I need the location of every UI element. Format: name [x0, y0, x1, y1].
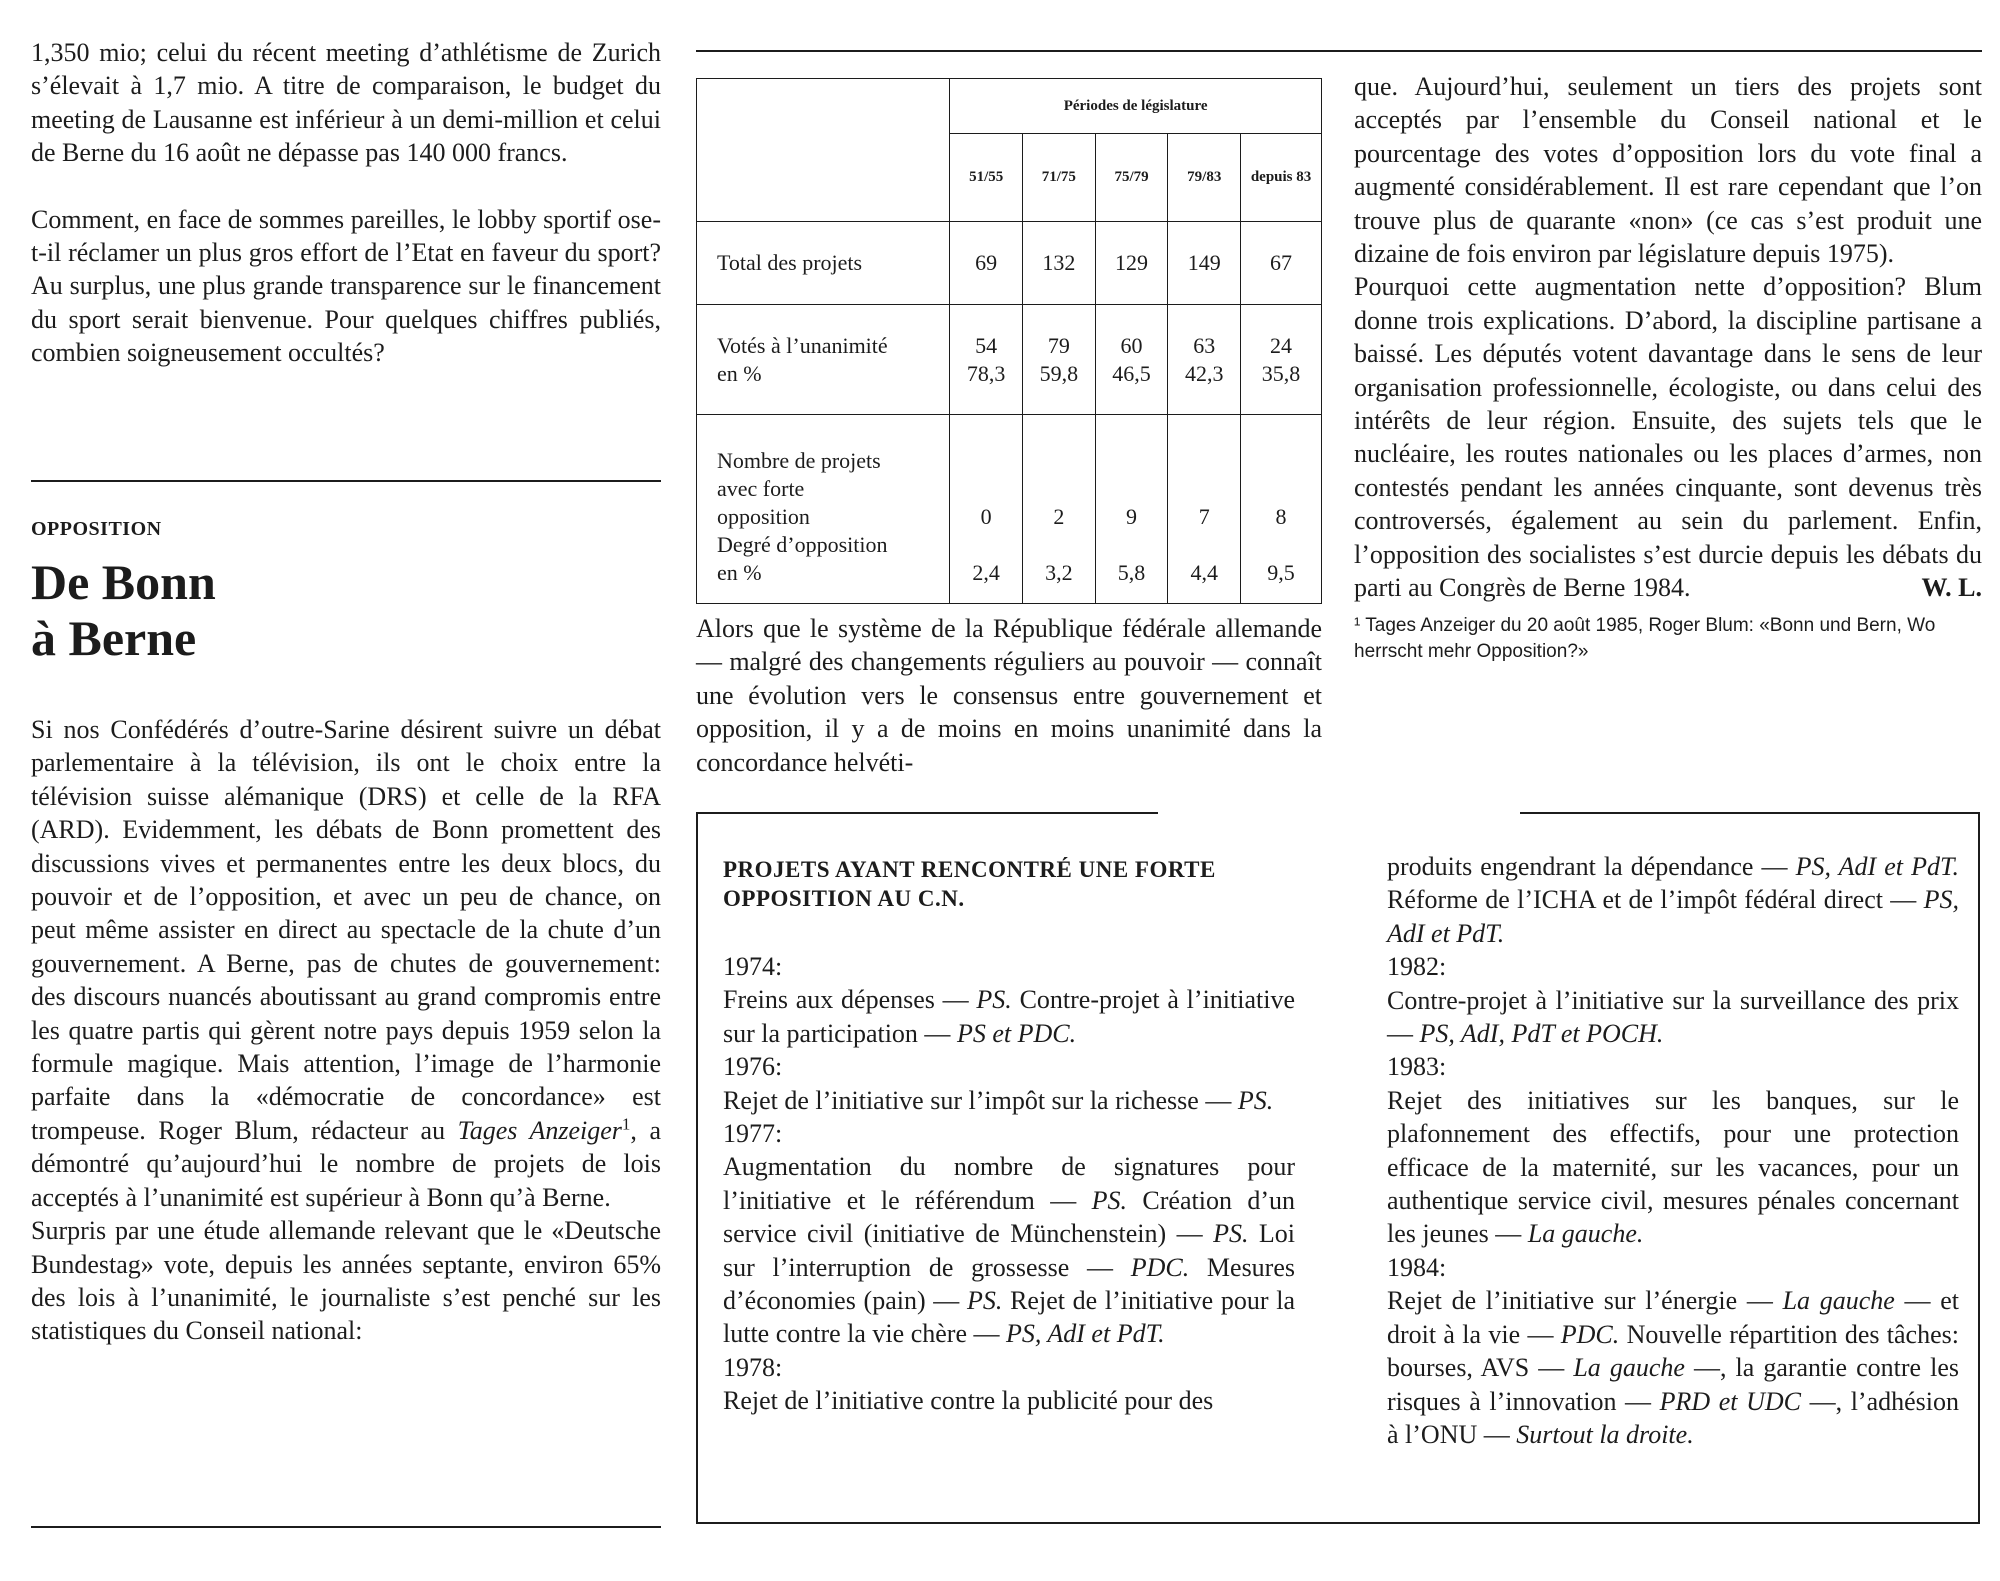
- year-1977: 1977:: [723, 1119, 783, 1149]
- party-label: Surtout la droite.: [1516, 1419, 1694, 1449]
- right-paragraph-2: [1354, 270, 1982, 604]
- right-column: [1354, 70, 1982, 665]
- footnote: ¹ Tages Anzeiger du 20 août 1985, Roger Blum: «Bonn und Bern, Wo herrscht mehr Opposition?»: [1354, 614, 1936, 662]
- box-entry-1977: [723, 1117, 1295, 1351]
- party-label: PRD et UDC: [1659, 1386, 1802, 1416]
- row-label-line: Degré d’opposition: [717, 532, 888, 557]
- year-1983: 1983:: [1387, 1052, 1447, 1082]
- cell-line: 0: [980, 504, 992, 529]
- box-entry-1978: [723, 1351, 1295, 1418]
- headline-line-1: De Bonn: [31, 554, 216, 610]
- cell-line: 35,8: [1261, 360, 1301, 386]
- row-label-line: en %: [717, 560, 762, 585]
- party-label: La gauche: [1782, 1286, 1895, 1316]
- table-cell: [1241, 305, 1322, 415]
- entry-text: Rejet de l’initiative sur l’énergie —: [1387, 1286, 1783, 1316]
- table-header-period: 71/75: [1023, 134, 1096, 222]
- row-label-line: opposition: [717, 504, 810, 529]
- entry-text: Nouvelle répartition des tâches: bourses, AVS —: [1387, 1319, 1959, 1383]
- entry-text: Rejet des initiatives sur les banques, sur le plafonnement des effectifs, pour une protection efficace de la maternité, sur les vacances, pour un authentique service civil, mesures pénales concernant les jeunes —: [1387, 1085, 1959, 1249]
- box-entry-1976: [723, 1050, 1295, 1117]
- cell-line: 42,3: [1185, 360, 1224, 386]
- box-entry-1983: [1387, 1050, 1959, 1250]
- article-paragraph-1: [31, 713, 661, 1214]
- year-1976: 1976:: [723, 1052, 783, 1082]
- row-label-line: Nombre de projets: [717, 448, 881, 473]
- legislature-table: [696, 78, 1322, 604]
- box-entry-1978-cont: [1387, 850, 1959, 950]
- table-cell: [1095, 415, 1168, 604]
- left-divider-top: [31, 480, 661, 482]
- row-label-line: Votés à l’unanimité: [717, 332, 888, 358]
- signature: W. L.: [1921, 573, 1982, 603]
- entry-text: Rejet de l’initiative pour la lutte contre la vie chère —: [723, 1286, 1295, 1349]
- party-label: PDC.: [1130, 1252, 1190, 1282]
- right-paragraph-2-text: Pourquoi cette augmentation nette d’opposition? Blum donne trois explications. D’abord, la discipline partisane a baissé. Les députés votent davantage dans le sens de leur organisation professionnelle, écologiste, ou dans celui des intérêts de leur région. Ensuite, des sujets tels que le nucléaire, les routes nationales ou les places d’armes, non contestés pendant les années cinquante, sont devenus très controversés, également au sein du parlement. Enfin, l’opposition des socialistes s’est durcie depuis les débats du parti au Congrès de Berne 1984.: [1354, 272, 1982, 603]
- box-heading-line-2: OPPOSITION AU C.N.: [723, 886, 965, 911]
- box-border-gap: [1158, 808, 1520, 818]
- party-label: PS.: [967, 1286, 1003, 1316]
- cell-line: 78,3: [966, 360, 1006, 386]
- right-paragraph-1: que. Aujourd’hui, seulement un tiers des projets sont acceptés par l’ensemble du Conseil national et le pourcentage des votes d’opposition lors du vote final a augmenté considérablement. Il est rare cependant que l’on trouve plus de quarante «non» (ce cas s’est produit une dizaine de fois environ par législature depuis 1975).: [1354, 72, 1982, 269]
- party-label: PS.: [976, 985, 1012, 1015]
- row-label-line: avec forte: [717, 476, 805, 501]
- cell-line: 59,8: [1039, 360, 1079, 386]
- article-body-left: [31, 713, 661, 1348]
- cell-line: 60: [1120, 332, 1143, 358]
- row-label-opposition: [697, 415, 950, 604]
- table-row: [697, 415, 1322, 604]
- box-right-column: [1387, 850, 1959, 1451]
- intro-paragraph-2: Comment, en face de sommes pareilles, le lobby sportif ose-t-il réclamer un plus gros effort de l’Etat en faveur du sport? Au surplus, une plus grande transparence sur le financement du sport serait bienvenue. Pour quelques chiffres publiés, combien soigneusement occultés?: [31, 204, 661, 368]
- table-header-period: 51/55: [950, 134, 1023, 222]
- table-row: [697, 222, 1322, 305]
- year-1974: 1974:: [723, 952, 783, 981]
- box-left-column: [723, 950, 1295, 1418]
- box-entry-1984: [1387, 1251, 1959, 1451]
- table-cell: [1168, 305, 1241, 415]
- table-row: [697, 305, 1322, 415]
- party-label: PS.: [1237, 1085, 1274, 1115]
- cell-line: 3,2: [1045, 560, 1073, 585]
- entry-text: Contre-projet à l’initiative sur la participation —: [723, 985, 1295, 1048]
- party-label: PS, AdI, PdT et POCH.: [1419, 1019, 1664, 1049]
- table-cell: [950, 415, 1023, 604]
- cell-line: 7: [1198, 504, 1210, 529]
- cell-line: 79: [1047, 332, 1070, 358]
- cell-line: 2,4: [972, 560, 1000, 585]
- cell-line: 5,8: [1117, 560, 1146, 585]
- cell-line: 2: [1053, 504, 1065, 529]
- party-label: PS.: [1213, 1219, 1249, 1249]
- box-entry-1974: [723, 950, 1295, 1050]
- party-label: La gauche.: [1527, 1219, 1644, 1249]
- row-label-unanimite: [697, 305, 950, 415]
- article-paragraph-2: Surpris par une étude allemande relevant que le «Deutsche Bundestag» vote, depuis les années septante, environ 65% des lois à l’unanimité, le journaliste s’est penché sur les statistiques du Conseil national:: [31, 1216, 661, 1346]
- box-heading: [723, 855, 1333, 913]
- box-entry-1982: [1387, 950, 1959, 1050]
- entry-text: Mesures d’économies (pain) —: [723, 1252, 1296, 1316]
- entry-text: Réforme de l’ICHA et de l’impôt fédéral direct —: [1387, 885, 1924, 915]
- cell-line: 24: [1270, 332, 1293, 358]
- table-cell: [1095, 305, 1168, 415]
- footnote-ref: 1: [621, 1114, 631, 1134]
- cell-line: 63: [1193, 332, 1216, 358]
- table-group-header: Périodes de législature: [950, 79, 1322, 134]
- cell-line: 54: [975, 332, 998, 358]
- table-header-period: depuis 83: [1241, 134, 1322, 222]
- cell-line: 9: [1126, 504, 1138, 529]
- entry-text: — et droit à la vie —: [1387, 1286, 1960, 1349]
- table-cell: 129: [1095, 222, 1168, 305]
- article-p1-text: Si nos Confédérés d’outre-Sarine désirent suivre un débat parlementaire à la télévision, ils ont le choix entre la télévision suisse alémanique (DRS) et celle de la RFA (ARD). Evidemment, les débats de Bonn promettent des discussions vives et permanentes entre les deux blocs, du pouvoir et de l’opposition, et avec un peu de chance, on peut même assister en direct au spectacle de la chute d’un gouvernement. A Berne, pas de chutes de gouvernement: des discours nuancés aboutissant au grand compromis entre les quatre partis qui gèrent notre pays depuis 1959 selon la formule magique. Mais attention, l’image de l’harmonie parfaite dans la «démocratie de concordance» est trompeuse. Roger Blum, rédacteur au: [31, 715, 661, 1145]
- entry-text: Loi sur l’interruption de grossesse —: [723, 1219, 1295, 1282]
- year-1982: 1982:: [1387, 952, 1447, 982]
- cell-line: 4,4: [1190, 560, 1218, 585]
- article-p1-italic: Tages Anzeiger: [457, 1115, 622, 1145]
- table-cell: 67: [1241, 222, 1322, 305]
- party-label: PDC.: [1560, 1319, 1620, 1349]
- intro-paragraph-1: 1,350 mio; celui du récent meeting d’athlétisme de Zurich s’élevait à 1,7 mio. A titre de comparaison, le budget du meeting de Lausanne est inférieur à un demi-million et celui de Berne du 16 août ne dépasse pas 140 000 francs.: [31, 38, 661, 168]
- party-label: PS, AdI et PdT.: [1387, 885, 1959, 948]
- table-corner: [697, 79, 950, 222]
- party-label: La gauche: [1573, 1353, 1685, 1383]
- article-headline: [31, 554, 216, 666]
- top-divider: [696, 50, 1982, 52]
- row-label-total: Total des projets: [697, 222, 950, 305]
- cell-line: 8: [1275, 504, 1287, 529]
- party-label: PS, AdI et PdT.: [1005, 1319, 1165, 1349]
- table-cell: [1168, 415, 1241, 604]
- table-cell: 69: [950, 222, 1023, 305]
- entry-text: Rejet de l’initiative sur l’impôt sur la richesse —: [723, 1085, 1238, 1115]
- table-cell: [1023, 305, 1096, 415]
- cell-line: 9,5: [1267, 560, 1295, 585]
- table-cell: 132: [1023, 222, 1096, 305]
- headline-line-2: à Berne: [31, 610, 197, 666]
- table-cell: [1241, 415, 1322, 604]
- left-intro: [31, 36, 661, 370]
- party-label: PS et PDC.: [956, 1018, 1077, 1048]
- entry-text: Contre-projet à l’initiative sur la surveillance des prix —: [1387, 985, 1959, 1049]
- entry-text: Freins aux dépenses —: [723, 985, 977, 1015]
- entry-text: —, l’adhésion à l’ONU —: [1387, 1386, 1959, 1449]
- party-label: PS, AdI et PdT.: [1795, 852, 1959, 881]
- entry-text: Augmentation du nombre de signatures pour l’initiative et le référendum —: [723, 1152, 1295, 1215]
- entry-text: Rejet de l’initiative contre la publicité pour des: [723, 1386, 1214, 1416]
- table-header-period: 75/79: [1095, 134, 1168, 222]
- entry-text: —, la garantie contre les risques à l’innovation —: [1387, 1353, 1959, 1416]
- table-cell: 149: [1168, 222, 1241, 305]
- article-kicker: OPPOSITION: [31, 518, 162, 540]
- cell-line: 46,5: [1112, 360, 1151, 386]
- entry-text: produits engendrant la dépendance —: [1387, 852, 1796, 881]
- table-cell: [950, 305, 1023, 415]
- party-label: PS.: [1091, 1185, 1128, 1215]
- entry-text: Création d’un service civil (initiative de Münchenstein) —: [723, 1185, 1295, 1249]
- table-cell: [1023, 415, 1096, 604]
- year-1984: 1984:: [1387, 1252, 1447, 1282]
- table-header-period: 79/83: [1168, 134, 1241, 222]
- left-divider-bottom: [31, 1526, 661, 1528]
- box-heading-line-1: PROJETS AYANT RENCONTRÉ UNE FORTE: [723, 857, 1216, 882]
- middle-paragraph: Alors que le système de la République fédérale allemande — malgré des changements réguliers au pouvoir — connaît une évolution vers le consensus entre gouvernement et opposition, il y a de moins en moins unanimité dans la concordance helvéti-: [696, 614, 1322, 777]
- row-label-line: en %: [717, 360, 762, 386]
- year-1978: 1978:: [723, 1352, 783, 1382]
- article-p1-end: , a démontré qu’aujourd’hui le nombre de projets de lois acceptés à l’unanimité est supérieur à Bonn qu’à Berne.: [31, 1115, 662, 1212]
